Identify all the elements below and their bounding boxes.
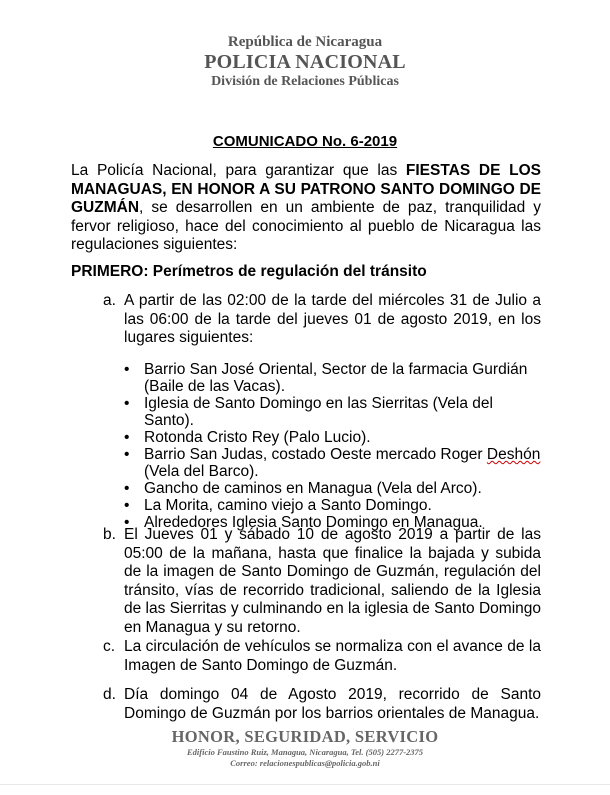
intro-text-2: , se desarrollen en un ambiente de paz, tranquilidad y fervor religioso, hace del conocimiento al pueblo de Nicaragua las regulaciones siguientes: xyxy=(71,199,541,253)
item-c-text: La circulación de vehículos se normaliza con el avance de la Imagen de Santo Domingo de Guzmán. xyxy=(124,638,541,674)
list-item xyxy=(124,480,541,497)
list-item xyxy=(124,446,541,480)
item-b-label: b. xyxy=(103,526,116,543)
list-item-text: Barrio San José Oriental, Sector de la farmacia Gurdián (Baile de las Vacas). xyxy=(144,361,528,395)
footer-email: Correo: relacionespublicas@policia.gob.ni xyxy=(230,758,380,768)
item-c-label: c. xyxy=(103,638,116,655)
list-item-text: Rotonda Cristo Rey (Palo Lucio). xyxy=(144,429,371,446)
locations-list xyxy=(124,361,541,531)
list-item xyxy=(124,395,541,429)
bullet-icon: • xyxy=(124,497,130,514)
list-item-text: Alrededores Iglesia Santo Domingo en Managua. xyxy=(144,514,483,531)
intro-bold-text: FIESTAS DE LOS MANAGUAS, EN HONOR A SU PATRONO SANTO DOMINGO DE GUZMÁN xyxy=(71,162,541,216)
header-institution: POLICIA NACIONAL xyxy=(204,51,406,73)
header-division: División de Relaciones Públicas xyxy=(211,74,399,89)
header-country: República de Nicaragua xyxy=(227,34,383,50)
item-d-text: Día domingo 04 de Agosto 2019, recorrido de Santo Domingo de Guzmán por los barrios orientales de Managua. xyxy=(124,686,541,722)
section-heading-primero: PRIMERO: Perímetros de regulación del tránsito xyxy=(71,263,427,280)
bullet-icon: • xyxy=(124,480,130,497)
list-item-text-part: (Vela del Barco). xyxy=(144,463,259,480)
footer-address: Edificio Faustino Ruiz, Managua, Nicaragua, Tel. (505) 2277-2375 xyxy=(186,747,424,757)
footer-motto: HONOR, SEGURIDAD, SERVICIO xyxy=(171,727,439,746)
list-item-text: Gancho de caminos en Managua (Vela del Arco). xyxy=(144,480,482,497)
bullet-icon: • xyxy=(124,395,130,412)
bullet-icon: • xyxy=(124,514,130,531)
item-a-label: a. xyxy=(103,292,116,309)
list-item xyxy=(124,497,541,514)
list-item-text-part: Barrio San Judas, costado Oeste mercado Roger xyxy=(144,446,487,463)
item-b-text: El Jueves 01 y sábado 10 de agosto 2019 a partir de las 05:00 de la mañana, hasta que finalice la bajada y subida de la imagen de Santo Domingo de Guzmán, regulación del tránsito, vías de recorrido tradicional, saliendo de la Iglesia de las Sierritas y culminando en la iglesia de Santo Domingo en Managua y su retorno. xyxy=(124,526,542,636)
list-item-text: Iglesia de Santo Domingo en las Sierritas (Vela del Santo). xyxy=(144,395,493,429)
intro-paragraph xyxy=(71,162,541,255)
list-item xyxy=(124,361,541,395)
list-item-text: La Morita, camino viejo a Santo Domingo. xyxy=(144,497,432,514)
bullet-icon: • xyxy=(124,446,130,463)
list-item xyxy=(124,429,541,446)
page-divider xyxy=(0,784,610,785)
bullet-icon: • xyxy=(124,361,130,378)
document-title: COMUNICADO No. 6-2019 xyxy=(212,133,398,150)
list-item-text xyxy=(144,446,540,480)
intro-text-1: La Policía Nacional, para garantizar que las xyxy=(71,162,406,179)
misspelled-word: Deshón xyxy=(486,446,541,463)
bullet-icon: • xyxy=(124,429,130,446)
item-a-text: A partir de las 02:00 de la tarde del miércoles 31 de Julio a las 06:00 de la tarde del jueves 01 de agosto 2019, en los lugares siguientes: xyxy=(124,292,541,346)
item-d-label: d. xyxy=(103,686,116,703)
